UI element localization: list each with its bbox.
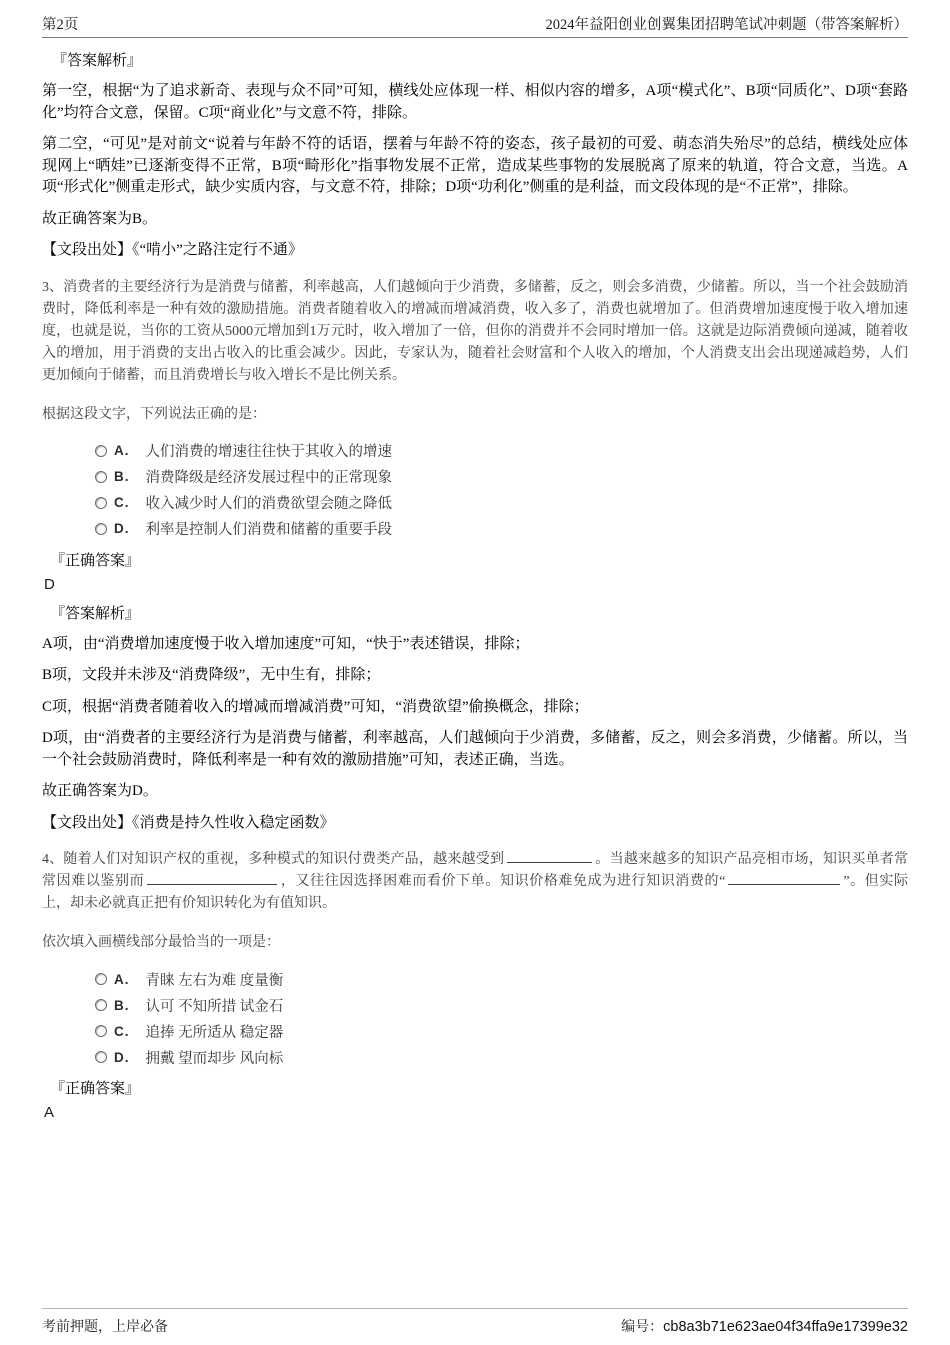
page-header: [42, 0, 908, 38]
page-number: 第2页: [42, 17, 79, 33]
footer-serial: [621, 1316, 908, 1336]
option-text: 青睐 左右为难 度量衡: [145, 972, 284, 989]
option-letter: A.: [114, 443, 130, 458]
option-letter: C.: [114, 495, 130, 510]
question4-stem: [42, 849, 908, 915]
doc-title: 2024年益阳创业创翼集团招聘笔试冲刺题（带答案解析）: [545, 17, 908, 33]
serial-label: 编号：: [621, 1320, 664, 1335]
analysis-paragraph: C项，根据“消费者随着收入的增减而增减消费”可知，“消费欲望”偷换概念，排除；: [42, 698, 589, 715]
option-letter: B.: [114, 997, 130, 1013]
source-note: 【文段出处】《消费是持久性收入稳定函数》: [42, 814, 335, 831]
option-row: [42, 1044, 908, 1070]
analysis-paragraph: 第二空，“可见”是对前文“说着与年龄不符的话语，摆着与年龄不符的姿态，孩子最初的可爱、萌态消失殆尽”的总结，横线处应体现网上“晒娃”已逐渐变得不正常，B项“畸形化”指事物发展不正常，造成某些事物的发展脱离了原来的轨道，符合文意，当选。A项“形式化”侧重走形式，缺少实质内容，与文意不符，排除；D项“功利化”侧重的是利益，而文段体现的是“不正常”，排除。: [42, 136, 908, 195]
radio-button-icon[interactable]: [95, 523, 107, 535]
question3-prompt: 根据这段文字，下列说法正确的是：: [42, 406, 266, 422]
fill-in-blank: [147, 871, 277, 885]
answer-conclusion: 故正确答案为B。: [42, 210, 158, 227]
option-letter: C.: [114, 1023, 130, 1039]
analysis-paragraph: D项，由“消费者的主要经济行为是消费与储蓄，利率越高，人们越倾向于少消费，多储蓄，反之，则会多消费，少储蓄。所以，当一个社会鼓励消费时，降低利率是一种有效的激励措施”可知，表述正确，当选。: [42, 730, 908, 768]
option-row: [42, 1018, 908, 1044]
option-text: 人们消费的增速往往快于其收入的增速: [145, 444, 392, 460]
option-row: [42, 490, 908, 516]
analysis-label: 『答案解析』: [50, 605, 141, 622]
page-content: [42, 38, 908, 1123]
option-row: [42, 966, 908, 992]
correct-answer-value: A: [44, 1104, 55, 1121]
stem-text: 。当越来越多的知识产品亮相市场，知识买单者常常因难以鉴别而: [42, 852, 909, 889]
analysis-paragraph: A项，由“消费增加速度慢于收入增加速度”可知，“快于”表述错误，排除；: [42, 635, 530, 652]
option-row: [42, 464, 908, 490]
radio-button-icon[interactable]: [95, 471, 107, 483]
footer-slogan: 考前押题，上岸必备: [42, 1320, 168, 1335]
fill-in-blank: [728, 871, 840, 885]
answer-conclusion: 故正确答案为D。: [42, 783, 158, 799]
question3-stem: 3、消费者的主要经济行为是消费与储蓄，利率越高，人们越倾向于少消费，多储蓄，反之，则会多消费，少储蓄。所以，当一个社会鼓励消费时，降低利率是一种有效的激励措施。消费者随着收入的增减而增减消费，收入多了，消费也就增加了。但消费增加速度慢于收入增加速度，也就是说，当你的工资从5000元增加到1万元时，收入增加了一倍，但你的消费并不会同时增加一倍。这就是边际消费倾向递减，随着收入的增加，用于消费的支出占收入的比重会减少。因此，专家认为，随着社会财富和个人收入的增加，个人消费支出会出现递减趋势，人们更加倾向于储蓄，而且消费增长与收入增长不是比例关系。: [42, 279, 908, 383]
source-note: 【文段出处】《“啃小”之路注定行不通》: [42, 242, 303, 258]
radio-button-icon[interactable]: [95, 1051, 107, 1063]
page-footer: [42, 1308, 908, 1336]
analysis-paragraph: 第一空，根据“为了追求新奇、表现与众不同”可知，横线处应体现一样、相似内容的增多，A项“模式化”、B项“同质化”、D项“套路化”均符合文意，保留。C项“商业化”与文意不符，排除。: [42, 83, 908, 121]
stem-text: ，又往往因选择困难而看价下单。知识价格难免成为进行知识消费的“: [280, 874, 726, 889]
correct-answer-label: 『正确答案』: [50, 552, 141, 569]
analysis-paragraph: B项，文段并未涉及“消费降级”，无中生有，排除；: [42, 667, 381, 683]
option-letter: B.: [114, 469, 130, 484]
option-text: 追捧 无所适从 稳定器: [145, 1024, 284, 1041]
option-row: [42, 438, 908, 464]
radio-button-icon[interactable]: [95, 497, 107, 509]
fill-in-blank: [507, 849, 592, 863]
stem-text: ”。但实际上，却未必就真正把有价知识转化为有值知识。: [42, 874, 909, 911]
option-text: 认可 不知所措 试金石: [145, 998, 284, 1015]
radio-button-icon[interactable]: [95, 1025, 107, 1037]
radio-button-icon[interactable]: [95, 973, 107, 985]
option-row: [42, 516, 908, 542]
option-letter: D.: [114, 521, 130, 536]
option-letter: A.: [114, 971, 130, 987]
serial-value: cb8a3b71e623ae04f34ffa9e17399e32: [663, 1319, 908, 1335]
question3-options: [42, 438, 908, 542]
correct-answer-label: 『正确答案』: [50, 1081, 141, 1097]
analysis-label: 『答案解析』: [52, 53, 143, 69]
radio-button-icon[interactable]: [95, 445, 107, 457]
option-text: 收入减少时人们的消费欲望会随之降低: [145, 496, 392, 512]
option-letter: D.: [114, 1049, 130, 1065]
option-text: 利率是控制人们消费和储蓄的重要手段: [145, 522, 392, 538]
question4-prompt: 依次填入画横线部分最恰当的一项是：: [42, 935, 280, 950]
radio-button-icon[interactable]: [95, 999, 107, 1011]
stem-text: 4、随着人们对知识产权的重视，多种模式的知识付费类产品，越来越受到: [42, 852, 505, 867]
correct-answer-value: D: [44, 575, 55, 593]
option-text: 消费降级是经济发展过程中的正常现象: [145, 470, 392, 486]
option-text: 拥戴 望而却步 风向标: [145, 1050, 284, 1067]
option-row: [42, 992, 908, 1018]
question4-options: [42, 966, 908, 1070]
